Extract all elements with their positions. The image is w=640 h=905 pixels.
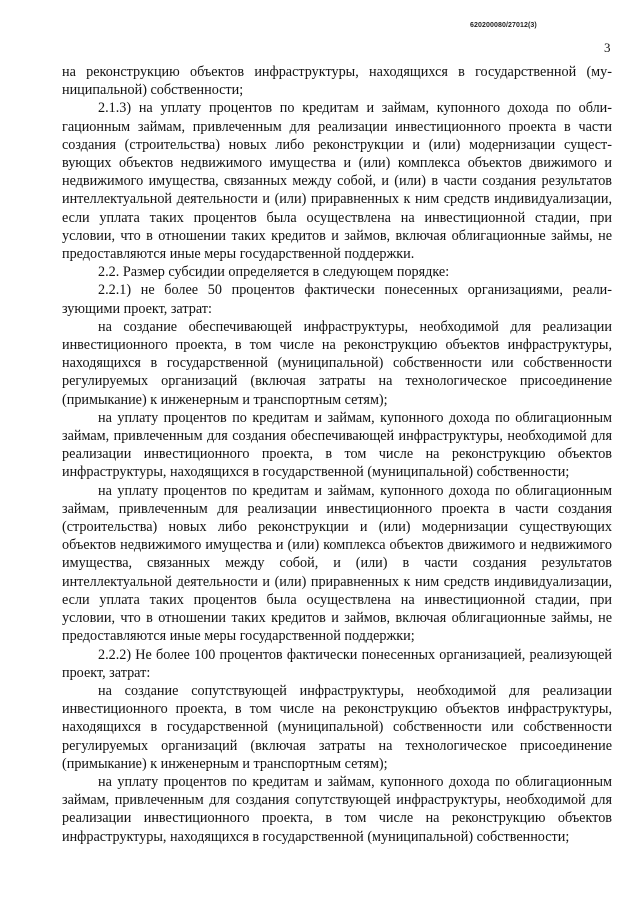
- paragraph: 2.2.2) Не более 100 процентов фактически понесенных организацией, реализующей проект, затрат:: [62, 646, 612, 681]
- page-number: 3: [604, 40, 611, 55]
- paragraph: на создание сопутствующей инфраструктуры, необходимой для реализации инвестиционного проекта, в том числе на реконструкцию объектов инфраструктуры, находящихся в государственной (муниципальной) собственности или собственности регулируемых организаций (включая затраты на технологическое присоединение (примыкание) к инженерным и транспортным сетям);: [62, 682, 612, 772]
- paragraph: на реконструкцию объектов инфраструктуры, находящихся в государственной (муниципальной) собственности;: [62, 64, 612, 99]
- paragraph: на уплату процентов по кредитам и займам, купонного дохода по облигационным займам, привлеченным для создания обеспечивающей инфраструктуры, необходимой для реализации инвестиционного проекта, в том числе на реконструкцию объектов инфраструктуры, находящихся в государственной (муниципальной) собственности;: [62, 409, 612, 481]
- paragraph: 2.2.1) не более 50 процентов фактически понесенных организациями, реализующими проект, затрат:: [62, 282, 612, 317]
- paragraph: 2.1.3) на уплату процентов по кредитам и займам, купонного дохода по облигационным займам, привлеченным для реализации инвестиционного проекта в части создания (строительства) новых либо реконструкции и (или) модернизации существующих объектов недвижимого имущества и (или) комплекса объектов движимого и недвижимого имущества, связанных между собой, и (или) в части создания результатов интеллектуальной деятельности и (или) приравненных к ним средств индивидуализации, если уплата таких процентов была осуществлена на инвестиционной стадии, при условии, что в отношении таких кредитов и займов, включая облигационные займы, не предоставляются иные меры государственной поддержки.: [62, 100, 612, 263]
- document-code: 620200080/27012(3): [470, 22, 537, 29]
- document-body: [62, 63, 612, 846]
- paragraph: 2.2. Размер субсидии определяется в следующем порядке:: [98, 264, 450, 281]
- paragraph: на создание обеспечивающей инфраструктуры, необходимой для реализации инвестиционного проекта, в том числе на реконструкцию объектов инфраструктуры, находящихся в государственной (муниципальной) собственности или собственности регулируемых организаций (включая затраты на технологическое присоединение (примыкание) к инженерным и транспортным сетям);: [62, 318, 612, 408]
- paragraph: на уплату процентов по кредитам и займам, купонного дохода по облигационным займам, привлеченным для реализации инвестиционного проекта в части создания (строительства) новых либо реконструкции и (или) модернизации существующих объектов недвижимого имущества и (или) комплекса объектов движимого и недвижимого имущества, связанных между собой, и (или) в части создания результатов интеллектуальной деятельности и (или) приравненных к ним средств индивидуализации, если уплата таких процентов была осуществлена на инвестиционной стадии, при условии, что в отношении таких кредитов и займов, включая облигационные займы, не предоставляются иные меры государственной поддержки;: [62, 482, 612, 645]
- paragraph: на уплату процентов по кредитам и займам, купонного дохода по облигационным займам, привлеченным для создания сопутствующей инфраструктуры, необходимой для реализации инвестиционного проекта, в том числе на реконструкцию объектов инфраструктуры, находящихся в государственной (муниципальной) собственности;: [62, 773, 612, 845]
